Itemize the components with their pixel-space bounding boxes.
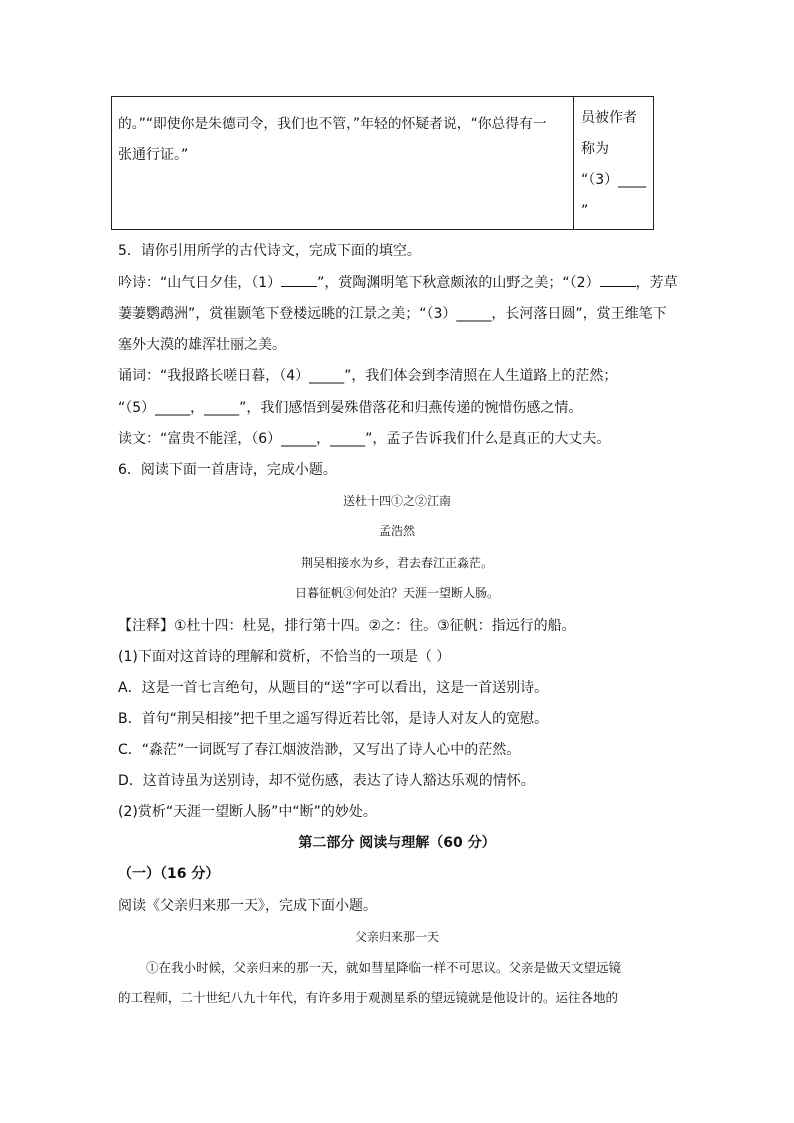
table-left-line1: 的。”“即使你是朱德司令，我们也不管，”年轻的怀疑者说，“你总得有一 [118,116,547,132]
q5-line1 [118,272,678,292]
q5-line1-b: ”，赏陶渊明笔下秋意颇浓的山野之美；“（2） [317,275,600,291]
q5-line2: 萋萋鹦鹉洲”，赏崔颢笔下登楼远眺的江景之美；“（3）_____，长河落日圆”，赏王维笔下 [118,306,667,322]
table-right-cell [581,103,651,227]
poem-line1: 荆吴相接水为乡，君去春江正淼茫。 [300,556,493,570]
article-para1-line1: ①在我小时候，父亲归来的那一天，就如彗星降临一样不可思议。父亲是做天文望远镜 [146,960,622,975]
table-left-cell [118,109,568,171]
article-para1-line2: 的工程师，二十世纪八九十年代，有许多用于观测星系的望远镜就是他设计的。运往各地的 [118,990,619,1005]
q6-sub2: (2)赏析“天涯一望断人肠”中“断”的妙处。 [118,804,377,820]
answer-table [111,96,654,230]
q6-option-d: D．这首诗虽为送别诗，却不觉伤感，表达了诗人豁达乐观的情怀。 [118,773,535,789]
table-left-line2: 张通行证。” [118,147,189,163]
table-right-line4: ” [581,203,589,219]
blank-2 [600,272,636,287]
q6-option-c: C．“淼茫”一词既写了春江烟波浩渺，又写出了诗人心中的茫然。 [118,742,521,758]
part2-heading: 第二部分 阅读与理解（60 分） [298,835,496,851]
q5-line5: “（5）_____，_____”，我们感悟到晏殊借落花和归燕传递的惋惜伤感之情。 [118,400,583,416]
poem-title: 送杜十四①之②江南 [342,494,451,508]
q6-option-a: A．这是一首七言绝句，从题目的“送”字可以看出，这是一首送别诗。 [118,680,549,696]
article-title: 父亲归来那一天 [354,930,439,944]
q6-sub1: (1)下面对这首诗的理解和赏析，不恰当的一项是（ ） [118,649,451,665]
q5-line6: 读文：“富贵不能淫，（6）_____，_____”，孟子告诉我们什么是真正的大丈夫。 [118,431,611,447]
reading-instruction: 阅读《父亲归来那一天》，完成下面小题。 [118,898,377,914]
q6-title: 6．阅读下面一首唐诗，完成小题。 [118,462,337,478]
poem-line2: 日暮征帆③何处泊？天涯一望断人肠。 [294,586,499,600]
q5-line4: 诵词：“我报路长嗟日暮，（4）_____”，我们体会到李清照在人生道路上的茫然； [118,368,618,384]
table-right-line3: “（3）____ [581,172,647,188]
section-heading: （一）（16 分） [118,866,220,882]
q5-line3: 塞外大漠的雄浑壮丽之美。 [118,337,286,353]
q5-title: 5．请你引用所学的古代诗文，完成下面的填空。 [118,243,421,259]
poem-note: 【注释】①杜十四：杜晃，排行第十四。②之：往。③征帆：指远行的船。 [118,618,576,634]
q6-option-b: B．首句“荆吴相接”把千里之遥写得近若比邻，是诗人对友人的宽慰。 [118,711,549,727]
table-right-line1: 员被作者 [581,110,637,126]
poem-author: 孟浩然 [378,524,415,538]
q5-line1-c: ，芳草 [635,275,678,291]
table-right-line2: 称为 [581,141,609,157]
blank-1 [281,272,317,287]
q5-line1-a: 吟诗：“山气日夕佳，（1） [118,275,282,291]
table-divider [573,97,574,229]
